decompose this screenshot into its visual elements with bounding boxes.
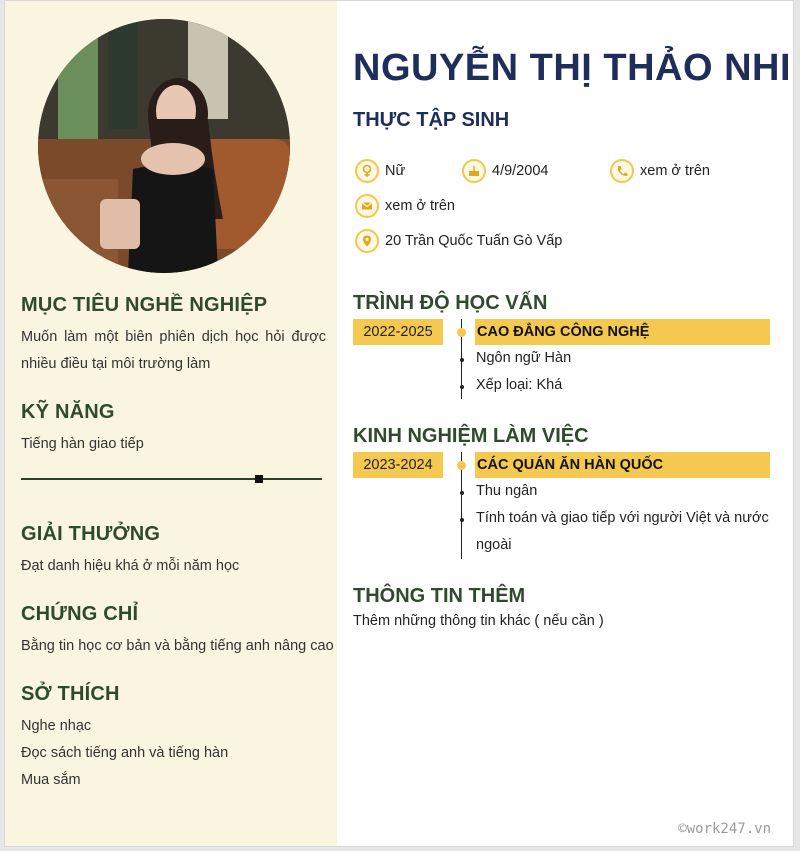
skills-title: KỸ NĂNG [21, 401, 115, 423]
hobby-item: Nghe nhạc [21, 718, 92, 734]
bullet-dot [460, 491, 464, 495]
birthday-cake-icon [462, 159, 486, 183]
email-value: xem ở trên [385, 198, 455, 214]
timeline-marker [457, 461, 466, 470]
experience-title: KINH NGHIỆM LÀM VIỆC [353, 425, 589, 447]
extra-info-title: THÔNG TIN THÊM [353, 585, 526, 607]
bullet-dot [460, 518, 464, 522]
candidate-name: NGUYỄN THỊ THẢO NHI [353, 47, 792, 89]
timeline-marker [457, 328, 466, 337]
education-item: Ngôn ngữ Hàn [476, 350, 572, 366]
education-item: Xếp loại: Khá [476, 377, 563, 393]
certificates-title: CHỨNG CHỈ [21, 603, 139, 625]
cv-page [4, 0, 794, 847]
birthday-info [462, 159, 548, 183]
certificates-text: Bằng tin học cơ bản và bằng tiếng anh nâng cao [21, 638, 334, 654]
experience-item: Thu ngân [476, 483, 538, 499]
hobbies-title: SỞ THÍCH [21, 683, 120, 705]
phone-value: xem ở trên [640, 163, 710, 179]
education-period: 2022-2025 [353, 319, 443, 345]
awards-title: GIẢI THƯỞNG [21, 523, 161, 545]
skill-item: Tiếng hàn giao tiếp [21, 436, 144, 452]
birthday-value: 4/9/2004 [492, 163, 549, 179]
location-icon [355, 229, 379, 253]
sidebar [5, 1, 337, 846]
objective-text: Muốn làm một biên phiên dịch học hỏi được nhiều điều tại môi trường làm [21, 329, 326, 372]
phone-info [610, 159, 710, 183]
email-icon [355, 194, 379, 218]
awards-text: Đạt danh hiệu khá ở mỗi năm học [21, 558, 240, 574]
address-info [355, 229, 562, 253]
email-info [355, 194, 455, 218]
experience-company: CÁC QUÁN ĂN HÀN QUỐC [475, 452, 770, 478]
experience-item: Tính toán và giao tiếp với người Việt và nước ngoài [476, 510, 769, 553]
bullet-dot [460, 358, 464, 362]
experience-period: 2023-2024 [353, 452, 443, 478]
objective-title: MỤC TIÊU NGHỀ NGHIỆP [21, 294, 268, 316]
phone-icon [610, 159, 634, 183]
education-title: TRÌNH ĐỘ HỌC VẤN [353, 292, 548, 314]
skill-level-knob [255, 475, 263, 483]
hobby-item: Đọc sách tiếng anh và tiếng hàn [21, 745, 229, 761]
watermark: ©work247.vn [678, 821, 771, 837]
profile-photo [38, 19, 290, 273]
hobby-item: Mua sắm [21, 772, 81, 788]
skill-level-bar [21, 478, 322, 480]
education-school: CAO ĐẲNG CÔNG NGHỆ [475, 319, 770, 345]
address-value: 20 Trần Quốc Tuấn Gò Vấp [385, 233, 563, 249]
candidate-role: THỰC TẬP SINH [353, 109, 510, 131]
gender-info [355, 159, 405, 183]
gender-icon [355, 159, 379, 183]
gender-value: Nữ [385, 163, 406, 179]
bullet-dot [460, 385, 464, 389]
extra-info-text: Thêm những thông tin khác ( nếu cần ) [353, 613, 604, 629]
